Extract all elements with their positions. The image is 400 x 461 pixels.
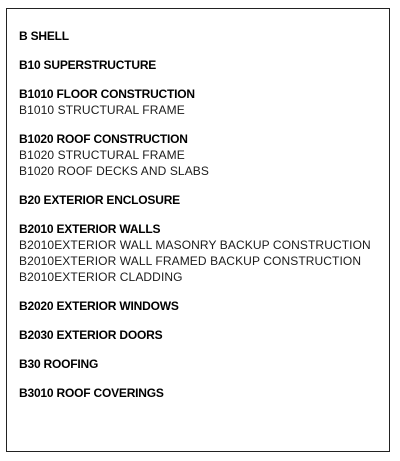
outline-list bbox=[19, 29, 385, 401]
section-b2030-exterior-doors bbox=[19, 328, 385, 343]
section-heading: B1010 FLOOR CONSTRUCTION bbox=[19, 87, 195, 101]
section-heading: B2030 EXTERIOR DOORS bbox=[19, 328, 163, 342]
section-b2010-exterior-walls bbox=[19, 222, 385, 285]
section-heading: B3010 ROOF COVERINGS bbox=[19, 386, 164, 400]
section-item: B2010EXTERIOR WALL MASONRY BACKUP CONSTRUCTION bbox=[19, 238, 371, 252]
section-b1020-roof-construction bbox=[19, 132, 385, 179]
section-item: B1020 STRUCTURAL FRAME bbox=[19, 148, 185, 162]
section-heading: B SHELL bbox=[19, 29, 69, 43]
section-b30-roofing bbox=[19, 357, 385, 372]
section-b-shell bbox=[19, 29, 385, 44]
section-b2020-exterior-windows bbox=[19, 299, 385, 314]
section-item: B1010 STRUCTURAL FRAME bbox=[19, 103, 185, 117]
section-item: B2010EXTERIOR CLADDING bbox=[19, 270, 183, 284]
section-item: B2010EXTERIOR WALL FRAMED BACKUP CONSTRUCTION bbox=[19, 254, 362, 268]
section-item: B1020 ROOF DECKS AND SLABS bbox=[19, 164, 210, 178]
section-heading: B2020 EXTERIOR WINDOWS bbox=[19, 299, 179, 313]
document-frame bbox=[6, 8, 390, 452]
section-b10-superstructure bbox=[19, 58, 385, 73]
section-b20-exterior-enclosure bbox=[19, 193, 385, 208]
section-heading: B20 EXTERIOR ENCLOSURE bbox=[19, 193, 180, 207]
section-b1010-floor-construction bbox=[19, 87, 385, 118]
section-b3010-roof-coverings bbox=[19, 386, 385, 401]
section-heading: B1020 ROOF CONSTRUCTION bbox=[19, 132, 188, 146]
section-heading: B2010 EXTERIOR WALLS bbox=[19, 222, 161, 236]
section-heading: B10 SUPERSTRUCTURE bbox=[19, 58, 157, 72]
section-heading: B30 ROOFING bbox=[19, 357, 99, 371]
